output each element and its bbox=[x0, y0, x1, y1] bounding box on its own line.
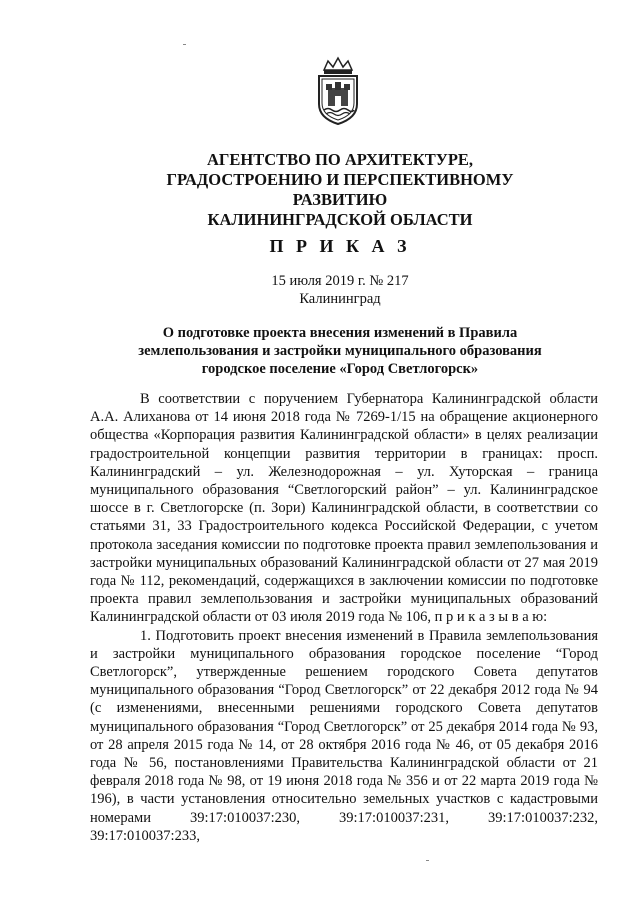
scan-speck bbox=[183, 44, 186, 45]
kaliningrad-coat-of-arms-icon bbox=[314, 56, 362, 126]
agency-name bbox=[130, 150, 550, 230]
subject-line: О подготовке проекта внесения изменений в Правила bbox=[162, 325, 518, 341]
scan-speck bbox=[426, 860, 429, 861]
order-title: П Р И К А З bbox=[269, 236, 411, 256]
agency-line: АГЕНТСТВО ПО АРХИТЕКТУРЕ, bbox=[206, 150, 474, 169]
order-body bbox=[90, 390, 598, 845]
subject-line: городское поселение «Город Светлогорск» bbox=[201, 361, 479, 377]
order-date-number bbox=[130, 272, 550, 308]
agency-line: ГРАДОСТРОЕНИЮ И ПЕРСПЕКТИВНОМУ РАЗВИТИЮ bbox=[166, 170, 514, 209]
body-paragraph: В соответствии с поручением Губернатора Калининградской области А.А. Алиханова от 14 июня 2018 года № 7269-1/15 на обращение акционерного общества «Корпорация развития Калининградской области» в целях реализации градостроительной концепции развития территории в границах: просп. Калининградский – ул. Железнодорожная – ул. Хуторская – граница муниципального образования “Светлогорский район” – ул. Калининградское шоссе в г. Светлогорске (п. Зори) Калининградской области, в соответствии со статьями 31, 33 Градостроительного кодекса Российской Федерации, с учетом протокола заседания комиссии по подготовке проекта правил землепользования и застройки муниципальных образований Калининградской области от 27 мая 2019 года № 112, рекомендаций, содержащихся в заключении комиссии по подготовке проекта правил землепользования и застройки муниципальных образований Калининградской области от 03 июля 2019 года № 106, п р и к а з ы в а ю: bbox=[90, 391, 598, 626]
agency-line: КАЛИНИНГРАДСКОЙ ОБЛАСТИ bbox=[207, 210, 473, 229]
date-number: 15 июля 2019 г. № 217 bbox=[271, 273, 409, 289]
city: Калининград bbox=[299, 291, 381, 307]
body-paragraph: 1. Подготовить проект внесения изменений в Правила землепользования и застройки муниципального образования городское поселение “Город Светлогорск”, утвержденные решением городского Совета депутатов муниципального образования “Город Светлогорск” от 22 декабря 2012 года № 94 (с изменениями, внесенными решениями городского Совета депутатов муниципального образования “Город Светлогорск” от 25 декабря 2014 года № 93, от 28 апреля 2015 года № 14, от 28 октября 2016 года № 46, от 05 декабря 2016 года № 56, постановлениями Правительства Калининградской области от 21 февраля 2018 года № 98, от 19 июня 2018 года № 356 и от 22 марта 2019 года № 196), в части установления относительно земельных участков с кадастровыми номерами 39:17:010037:230, 39:17:010037:231, 39:17:010037:232, 39:17:010037:233, bbox=[90, 627, 598, 844]
subject-line: землепользования и застройки муниципального образования bbox=[138, 343, 542, 359]
order-subject bbox=[110, 324, 570, 378]
